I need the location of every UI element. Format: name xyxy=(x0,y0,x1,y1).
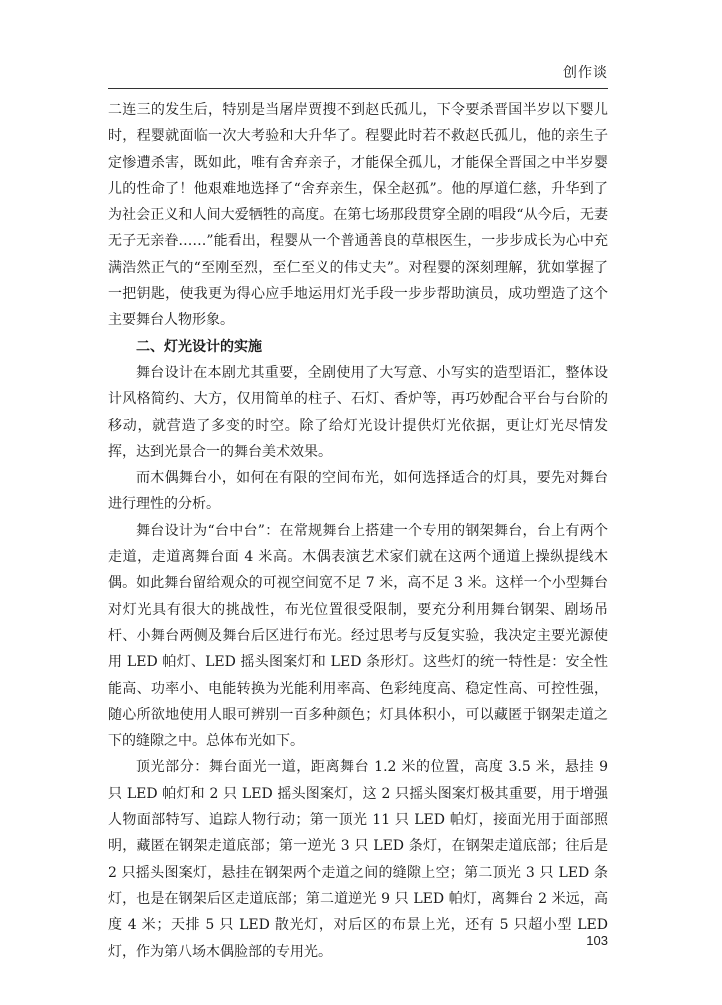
page-number: 103 xyxy=(586,933,608,948)
body-text xyxy=(108,97,608,965)
paragraph-puppet-stage: 而木偶舞台小，如何在有限的空间布光，如何选择适合的灯具，要先对舞台进行理性的分析。 xyxy=(108,470,608,513)
paragraph-continued: 二连三的发生后，特别是当屠岸贾搜不到赵氏孤儿，下令要杀晋国半岁以下婴儿时，程婴就面临一次大考验和大升华了。程婴此时若不救赵氏孤儿，他的亲生子定惨遭杀害，既如此，唯有舍弃亲子，才能保全孤儿，才能保全晋国之中半岁婴儿的性命了！他艰难地选择了“舍弃亲生，保全赵孤”。他的厚道仁慈，升华到了为社会正义和人间大爱牺牲的高度。在第七场那段贯穿全剧的唱段“从今后，无妻无子无亲眷……”能看出，程婴从一个普通善良的草根医生，一步步成长为心中充满浩然正气的“至刚至烈，至仁至义的伟丈夫”。对程婴的深刻理解，犹如掌握了一把钥匙，使我更为得心应手地运用灯光手段一步步帮助演员，成功塑造了这个主要舞台人物形象。 xyxy=(108,102,608,329)
paragraph-stage-design: 舞台设计在本剧尤其重要，全剧使用了大写意、小写实的造型语汇，整体设计风格简约、大方，仅用简单的柱子、石灯、香炉等，再巧妙配合平台与台阶的移动，就营造了多变的时空。除了给灯光设计提供灯光依据，更让灯光尽情发挥，达到光景合一的舞台美术效果。 xyxy=(108,364,608,460)
header-title: 创作谈 xyxy=(563,65,608,81)
paragraph-top-lighting: 顶光部分：舞台面光一道，距离舞台 1.2 米的位置，高度 3.5 米，悬挂 9 只 LED 帕灯和 2 只 LED 摇头图案灯，这 2 只摇头图案灯极其重要，用于增强人物面部特写、追踪人物行动；第一顶光 11 只 LED 帕灯，接面光用于面部照明，藏匿在钢架走道底部；第一逆光 3 只 LED 条灯，在钢架走道底部；往后是 2 只摇头图案灯，悬挂在钢架两个走道之间的缝隙上空；第二顶光 3 只 LED 条灯，也是在钢架后区走道底部；第二道逆光 9 只 LED 帕灯，离舞台 2 米远，高度 4 米；天排 5 只 LED 散光灯，对后区的布景上光，还有 5 只超小型 LED 灯，作为第八场木偶脸部的专用光。 xyxy=(108,759,608,960)
running-header xyxy=(108,64,608,86)
section-heading: 二、灯光设计的实施 xyxy=(136,338,262,355)
paragraph-stage-on-stage: 舞台设计为“台中台”：在常规舞台上搭建一个专用的钢架舞台，台上有两个走道，走道离舞台面 4 米高。木偶表演艺术家们就在这两个通道上操纵提线木偶。如此舞台留给观众的可视空间宽不足 7 米，高不足 3 米。这样一个小型舞台对灯光具有很大的挑战性，布光位置很受限制，要充分利用舞台钢架、剧场吊杆、小舞台两侧及舞台后区进行布光。经过思考与反复实验，我决定主要光源使用 LED 帕灯、LED 摇头图案灯和 LED 条形灯。这些灯的统一特性是：安全性能高、功率小、电能转换为光能利用率高、色彩纯度高、稳定性高、可控性强，随心所欲地使用人眼可辨别一百多种颜色；灯具体积小，可以藏匿于钢架走道之下的缝隙之中。总体布光如下。 xyxy=(108,522,608,750)
header-rule xyxy=(108,88,608,89)
